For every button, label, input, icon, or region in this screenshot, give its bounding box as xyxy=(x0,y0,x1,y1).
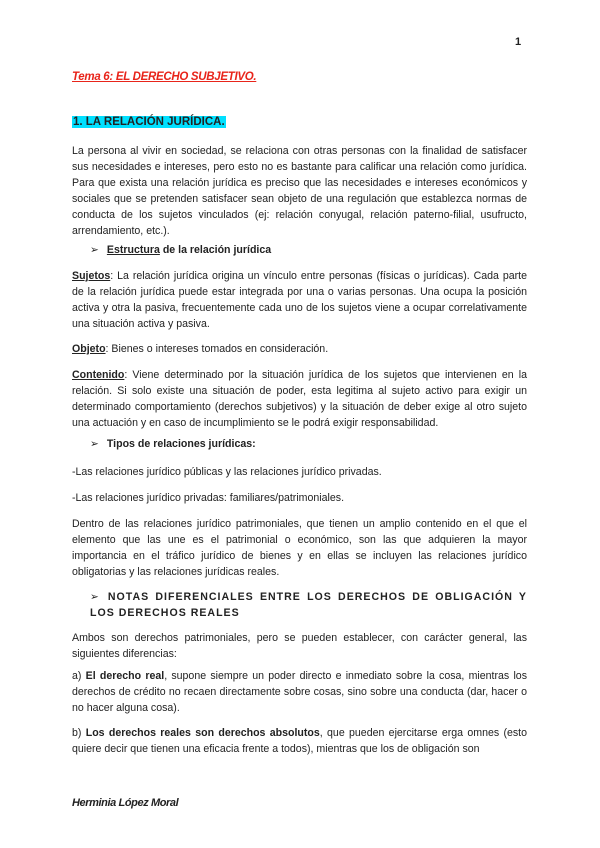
contenido-text: : Viene determinado por la situación jurídica de los sujetos que intervienen en la relación. Si solo existe una situación de poder, esta legitima al sujeto activo para exigir un determinado comportamiento (derechos subjetivos) y la situación de deber exige al otro sujeto una actuación y en caso de incumplimiento se le podrá exigir responsabilidad. xyxy=(72,369,527,429)
objeto-paragraph xyxy=(72,341,527,357)
arrow-bullet-icon: ➢ xyxy=(90,591,100,603)
sujetos-term: Sujetos xyxy=(72,270,111,282)
objeto-term: Objeto xyxy=(72,343,106,355)
estructura-label: Estructura xyxy=(106,244,160,256)
tipos-line-2: -Las relaciones jurídico privadas: familiares/patrimoniales. xyxy=(72,492,345,504)
document-title: Tema 6: EL DERECHO SUBJETIVO. xyxy=(72,71,257,83)
item-b-text: , que pueden ejercitarse erga omnes (esto quiere decir que tienen una eficacia frente a todos), mientras que los de obligación son xyxy=(72,727,527,755)
tipos-line-1: -Las relaciones jurídico públicas y las relaciones jurídico privadas. xyxy=(72,466,382,478)
bullet-estructura xyxy=(90,244,271,256)
bullet-tipos xyxy=(90,438,256,450)
contenido-term: Contenido xyxy=(72,369,125,381)
tipos-label: Tipos de relaciones jurídicas: xyxy=(106,438,256,450)
sujetos-text: : La relación jurídica origina un vínculo entre personas (físicas o jurídicas). Cada parte de la relación jurídica puede estar integrada por una o varias personas. Una ocupa la posición activa y otra la pasiva, frecuentemente cada uno de los sujetos viene a ocupar correlativamente una situación activa y pasiva. xyxy=(72,270,527,330)
item-a-paragraph xyxy=(72,668,527,716)
item-a-bold: El derecho real xyxy=(85,670,165,682)
sujetos-paragraph xyxy=(72,268,527,332)
item-b-bold: Los derechos reales son derechos absolutos xyxy=(85,727,320,739)
objeto-text: : Bienes o intereses tomados en consideración. xyxy=(105,343,329,355)
contenido-paragraph xyxy=(72,367,527,431)
bullet-notas xyxy=(90,589,527,621)
item-a-text: , supone siempre un poder directo e inmediato sobre la cosa, mientras los derechos de crédito no recaen directamente sobre cosas, sino sobre una conducta (dar, hacer o no hacer alguna cosa). xyxy=(72,670,527,714)
estructura-label-rest: de la relación jurídica xyxy=(159,244,272,256)
arrow-bullet-icon: ➢ xyxy=(90,438,99,450)
arrow-bullet-icon: ➢ xyxy=(90,244,99,256)
item-a-prefix: a) xyxy=(72,670,86,682)
page-number: 1 xyxy=(515,36,522,48)
intro-paragraph: La persona al vivir en sociedad, se relaciona con otras personas con la finalidad de satisfacer sus necesidades e intereses, pero esto no es bastante para calificar una relación como jurídica. Para que exista una relación jurídica es preciso que las necesidades e intereses económicos y sociales que se pretenden satisfacer sean objeto de una regulación que establezca normas de conducta de los sujetos vinculados (ej: relación conyugal, relación paterno-filial, usufructo, arrendamiento, etc.). xyxy=(72,145,527,237)
notas-label: NOTAS DIFERENCIALES ENTRE LOS DERECHOS DE OBLIGACIÓN Y LOS DERECHOS REALES xyxy=(90,591,527,619)
ambos-paragraph: Ambos son derechos patrimoniales, pero se pueden establecer, con carácter general, las siguientes diferencias: xyxy=(72,632,527,660)
item-b-paragraph xyxy=(72,725,527,757)
footer-author: Herminia López Moral xyxy=(72,797,179,809)
patrimoniales-paragraph: Dentro de las relaciones jurídico patrimoniales, que tienen un amplio contenido en el que el elemento que las une es el patrimonial o económico, son las que adquieren la mayor importancia en el tráfico jurídico de bienes y en ellas se incluyen las relaciones jurídico obligatorias y las relaciones jurídicas reales. xyxy=(72,518,527,578)
item-b-prefix: b) xyxy=(72,727,86,739)
section-heading: 1. LA RELACIÓN JURÍDICA. xyxy=(73,116,225,128)
